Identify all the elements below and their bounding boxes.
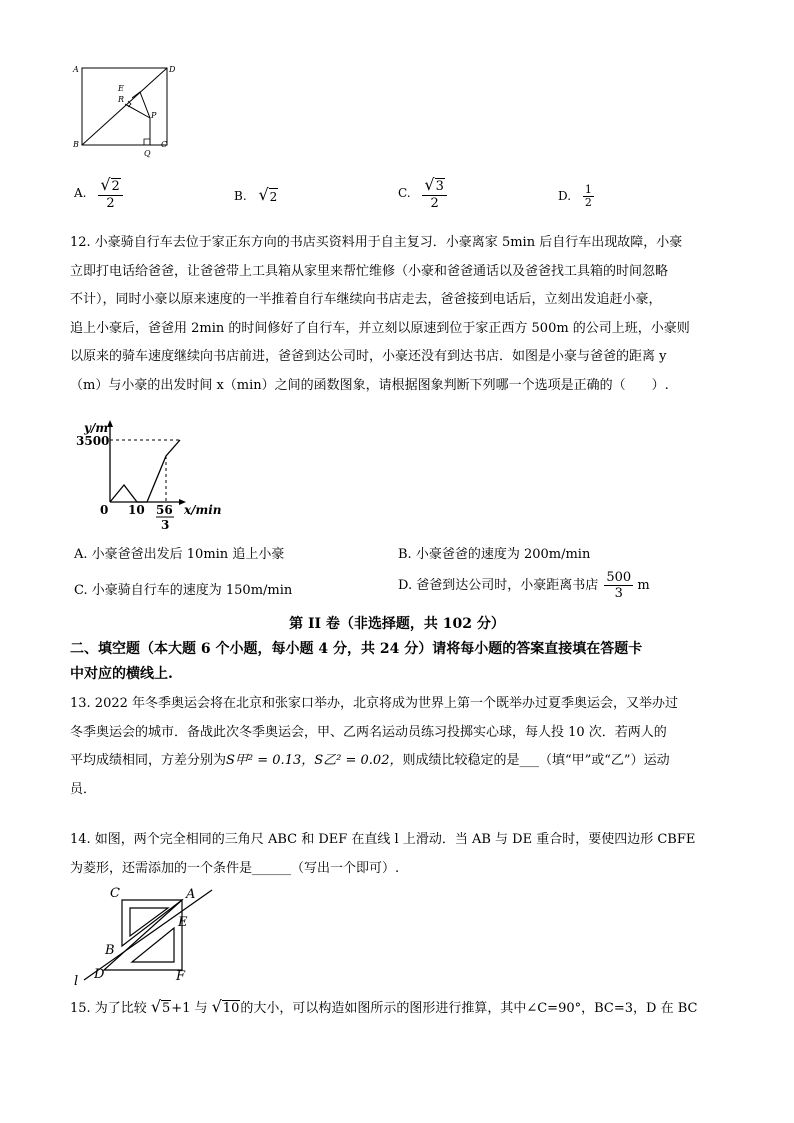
q12-line-3: 不计），同时小豪以原来速度的一半推着自行车继续向书店走去，爸爸接到电话后，立刻出发追赶小豪， — [70, 292, 662, 307]
q12-line-5: 以原来的骑车速度继续向书店前进，爸爸到达公司时，小豪还没有到达书店．如图是小豪与爸爸的距离 y — [70, 349, 667, 364]
q13-line-2: 冬季奥运会的城市．备战此次冬季奥运会，甲、乙两名运动员练习投掷实心球，每人投 10 次．若两人的 — [70, 724, 667, 740]
variance-yi: S乙² = 0.02， — [314, 753, 403, 768]
variance-jia: S甲² = 0.13， — [226, 753, 315, 768]
label-a: A — [73, 65, 79, 74]
label-q: Q — [144, 149, 151, 158]
q12-line-2: 立即打电话给爸爸，让爸爸带上工具箱从家里来帮忙维修（小豪和爸爸通话以及爸爸找工具箱的时间忽略 — [70, 263, 669, 279]
q11-option-d: D. $\frac{1}{2}$ — [558, 183, 592, 209]
q15-text: 15. 为了比较 √ 5 +1 与 √ 10 的大小，可以构造如图所示的图形进行推算，其中∠C=90°，BC=3，D 在 BC — [70, 997, 698, 1016]
q11-option-b: B. √ 2 — [234, 185, 278, 204]
fig14-label-e: E — [178, 915, 188, 930]
section-2-heading: 二、填空题（本大题 6 个小题，每小题 4 分，共 24 分）请将每小题的答案直接填在答题卡 中对应的横线上. — [70, 641, 643, 682]
q11-option-c: C. √ 3 2 — [398, 176, 447, 211]
q14-triangles-figure — [70, 886, 220, 986]
label-d: D — [169, 65, 176, 74]
x-axis-label: x/min — [184, 503, 222, 517]
q12-option-c: C. 小豪骑自行车的速度为 150m/min — [74, 583, 293, 598]
label-e: E — [118, 84, 124, 93]
label-b: B — [73, 140, 79, 149]
fig14-label-b: B — [105, 943, 115, 958]
label-p: P — [151, 111, 157, 120]
q13-line-3: 平均成绩相同，方差分别为S甲² = 0.13，S乙² = 0.02，则成绩比较稳定的是___（填“甲”或“乙”）运动 — [70, 753, 670, 768]
y-axis-label: y/m — [84, 421, 109, 435]
q12-option-d: D. 爸爸到达公司时，小豪距离书店 $\frac{500}{3}$ m — [398, 570, 650, 601]
x-tick-56-den: 3 — [161, 518, 170, 532]
fig14-label-d: D — [94, 967, 105, 982]
x-tick-56-num: 56 — [156, 503, 173, 517]
label-r: R — [118, 95, 125, 104]
fig14-label-c: C — [110, 886, 120, 901]
q12-line-1: 12. 小豪骑自行车去位于家正东方向的书店买资料用于自主复习．小豪离家 5min 后自行车出现故障，小豪 — [70, 235, 683, 250]
q14-line-1: 14. 如图，两个完全相同的三角尺 ABC 和 DEF 在直线 l 上滑动．当 AB 与 DE 重合时，要使四边形 CBFE — [70, 832, 696, 847]
q13-line-1: 13. 2022 年冬季奥运会将在北京和张家口举办，北京将成为世界上第一个既举办过夏季奥运会，又举办过 — [70, 696, 679, 711]
q12-text — [70, 229, 725, 400]
fig14-label-a: A — [186, 887, 196, 902]
q13-text — [70, 690, 725, 804]
fig14-label-f: F — [176, 969, 186, 984]
q14-line-2: 为菱形，还需添加的一个条件是______（写出一个即可）. — [70, 860, 400, 876]
q14-text — [70, 826, 725, 883]
part2-title: 第 II 卷（非选择题，共 102 分） — [289, 616, 505, 632]
q12-graph — [72, 418, 242, 536]
q12-option-b: B. 小豪爸爸的速度为 200m/min — [398, 547, 591, 562]
q12-option-a: A. 小豪爸爸出发后 10min 追上小豪 — [74, 547, 285, 562]
q13-line-4: 员． — [70, 781, 97, 797]
origin-label: 0 — [100, 503, 109, 517]
x-tick-10: 10 — [128, 503, 145, 517]
label-c: C — [161, 140, 168, 149]
y-tick-3500: 3500 — [76, 434, 110, 448]
fig14-label-l: l — [74, 974, 79, 986]
q11-square-figure — [68, 60, 180, 160]
q12-line-4: 追上小豪后，爸爸用 2min 的时间修好了自行车，并立刻以原速到位于家正西方 500m 的公司上班，小豪则 — [70, 320, 690, 336]
q12-line-6: （m）与小豪的出发时间 x（min）之间的函数图象，请根据图象判断下列哪一个选项是正确的（ ）. — [70, 377, 669, 393]
q11-option-a: A. √ 2 2 — [74, 176, 123, 211]
